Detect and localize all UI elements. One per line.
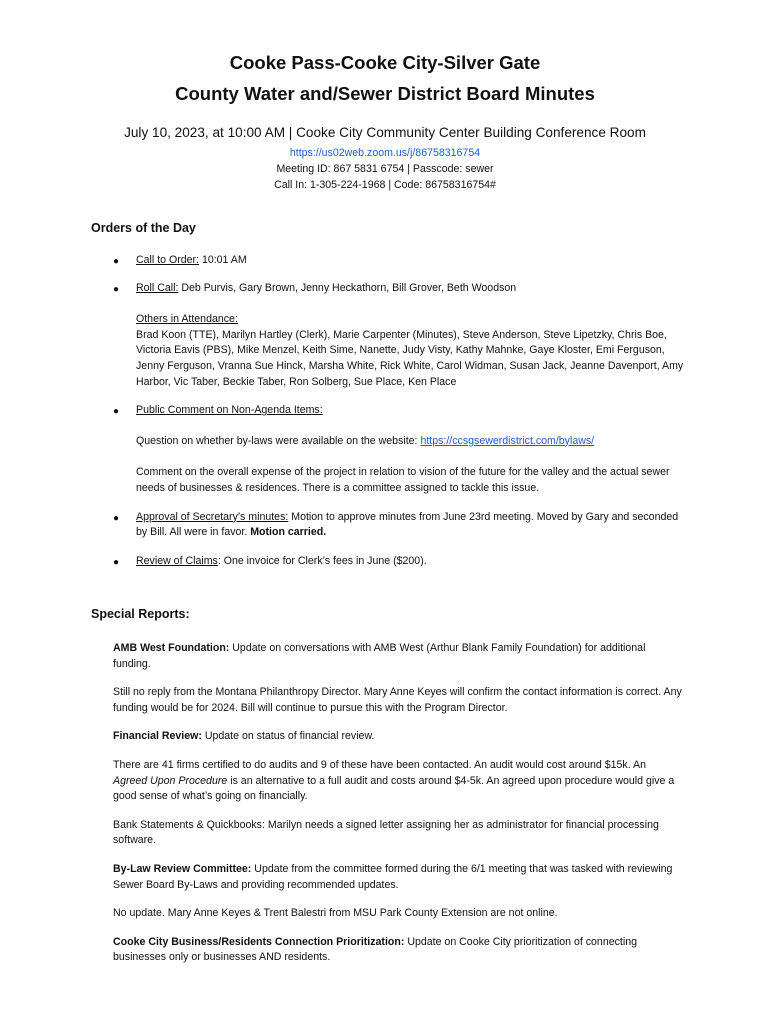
bank-statements: Bank Statements & Quickbooks: Marilyn needs a signed letter assigning her as administrator for financial processing software. — [113, 818, 659, 847]
list-item — [91, 510, 691, 541]
special-reports — [113, 641, 683, 966]
list-item — [91, 253, 691, 269]
bullet-icon: ● — [113, 256, 120, 267]
orders-heading: Orders of the Day — [91, 221, 196, 235]
public-comment-label: Public Comment on Non-Agenda Items: — [136, 404, 323, 417]
roll-call-label: Roll Call: — [136, 281, 179, 294]
bullet-icon: ● — [113, 406, 120, 418]
amb-paragraph — [113, 641, 683, 672]
amb-followup: Still no reply from the Montana Philanthropy Director. Mary Anne Keyes will confirm the contact information is correct. Any funding would be for 2024. Bill will continue to pursue this with the Program Director. — [113, 686, 682, 714]
bylaw-value: Update from the committee formed during the 6/1 meeting that was tasked with reviewing Sewer Board By-Laws and providing recommended updates. — [113, 862, 673, 891]
bullet-icon: ● — [113, 283, 120, 295]
others-value: Brad Koon (TTE), Marilyn Hartley (Clerk), Marie Carpenter (Minutes), Steve Anderson, Steve Lipetzky, Chris Boe, Victoria Eavis (PBS), Mike Menzel, Keith Sime, Nanette, Judy Visty, Kathy Mahnke, Gaye Kloster, Emi Ferguson, Jenny Ferguson, Vranna Sue Hinck, Marsha White, Rick White, Carol Widman, Susan Jack, Jeanne Davenport, Amy Harbor, Vic Taber, Beckie Taber, Ron Solberg, Sue Place, Ken Place — [136, 328, 684, 388]
list-item — [91, 554, 691, 570]
call-to-order-label: Call to Order: — [136, 254, 199, 266]
financial-detail — [113, 758, 683, 805]
bylaws-link[interactable]: https://ccsgsewerdistrict.com/bylaws/ — [420, 434, 595, 447]
fin-detail-a: There are 41 firms certified to do audits and 9 of these have been contacted. An audit would cost around $15k. An — [113, 758, 646, 771]
expense-comment: Comment on the overall expense of the project in relation to vision of the future for the valley and the actual sewer needs of businesses & residences. There is a committee assigned to tackle this issue. — [136, 466, 670, 494]
approval-bold: Motion carried. — [250, 526, 327, 539]
conn-label: Cooke City Business/Residents Connection Prioritization: — [113, 935, 405, 948]
bullet-icon: ● — [113, 512, 120, 524]
list-item — [91, 281, 691, 297]
approval-value: Motion to approve minutes from June 23rd meeting. Moved by Gary and seconded by Bill. All were in favor. — [136, 510, 679, 539]
bylaws-question-text: Question on whether by-laws were available on the website: — [136, 434, 421, 447]
bylaw-label: By-Law Review Committee: — [113, 862, 252, 875]
claims-value: : One invoice for Clerk’s fees in June ($200). — [217, 554, 427, 567]
claims-label: Review of Claims — [136, 554, 218, 567]
title-line-2: County Water and/Sewer District Board Minutes — [175, 83, 595, 104]
document-title — [0, 47, 770, 109]
zoom-link[interactable]: https://us02web.zoom.us/j/86758316754 — [289, 147, 481, 159]
date-location: July 10, 2023, at 10:00 AM | Cooke City Community Center Building Conference Room — [124, 125, 646, 140]
list-item — [91, 403, 691, 419]
conn-value: Update on Cooke City prioritization of connecting businesses only or businesses AND residents. — [113, 935, 637, 964]
approval-label: Approval of Secretary’s minutes: — [136, 510, 289, 523]
bylaws-question — [91, 434, 691, 450]
bylaw-followup: No update. Mary Anne Keyes & Trent Balestri from MSU Park County Extension are not online. — [113, 907, 558, 920]
bylaw-paragraph — [113, 862, 683, 893]
others-attendance — [91, 312, 691, 390]
call-in: Call In: 1-305-224-1968 | Code: 86758316754# — [274, 179, 496, 191]
fin-detail-em: Agreed Upon Procedure — [113, 774, 228, 787]
financial-paragraph — [113, 729, 683, 745]
others-label: Others in Attendance: — [136, 313, 238, 326]
call-to-order-value: 10:01 AM — [199, 254, 247, 266]
title-line-1: Cooke Pass-Cooke City-Silver Gate — [229, 52, 541, 73]
bullet-icon: ● — [113, 556, 120, 568]
fin-value: Update on status of financial review. — [201, 730, 375, 743]
orders-list — [91, 253, 691, 569]
fin-label: Financial Review: — [113, 730, 202, 743]
connection-paragraph — [113, 935, 683, 966]
special-reports-heading: Special Reports: — [91, 607, 190, 621]
meeting-id: Meeting ID: 867 5831 6754 | Passcode: sewer — [276, 163, 494, 175]
amb-value: Update on conversations with AMB West (Arthur Blank Family Foundation) for additional funding. — [113, 642, 646, 670]
roll-call-value: Deb Purvis, Gary Brown, Jenny Heckathorn, Bill Grover, Beth Woodson — [178, 281, 517, 294]
amb-label: AMB West Foundation: — [113, 642, 230, 654]
fin-detail-b: is an alternative to a full audit and costs around $4-5k. An agreed upon procedure would give a good sense of what’s going on financially. — [113, 774, 675, 803]
meeting-info — [0, 124, 770, 193]
